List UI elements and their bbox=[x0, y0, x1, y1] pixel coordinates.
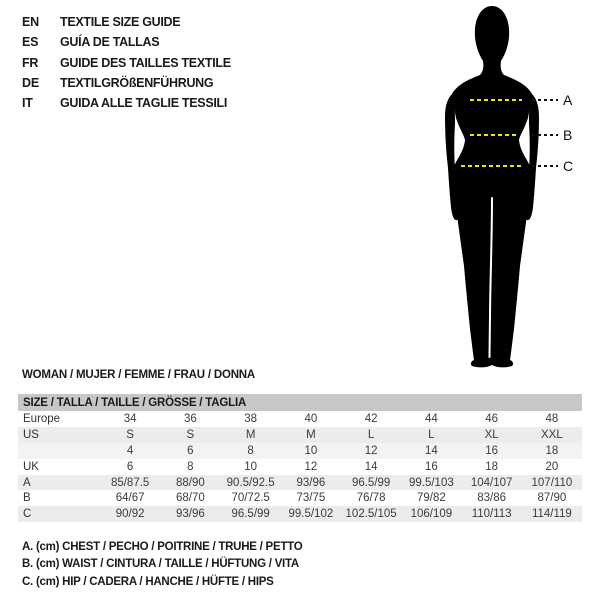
size-cell: L bbox=[428, 428, 435, 441]
size-cell: 79/82 bbox=[416, 492, 446, 505]
size-table bbox=[18, 394, 582, 522]
size-cell: 40 bbox=[304, 412, 318, 425]
size-cell: L bbox=[367, 428, 375, 441]
size-cell: 93/96 bbox=[175, 508, 205, 521]
woman-silhouette-image bbox=[420, 4, 580, 372]
table-row-us-letter bbox=[18, 427, 582, 443]
size-cell: 76/78 bbox=[356, 492, 386, 505]
row-label: Europe bbox=[23, 412, 61, 425]
size-cell: 83/86 bbox=[477, 492, 507, 505]
row-label: B bbox=[23, 492, 31, 505]
chest-pointer-line bbox=[532, 99, 558, 101]
size-cell: 87/90 bbox=[537, 492, 567, 505]
size-cell: 99.5/103 bbox=[408, 476, 454, 489]
size-cell: 102.5/105 bbox=[345, 508, 397, 521]
size-cell: 68/70 bbox=[175, 492, 205, 505]
lang-code: EN bbox=[22, 15, 39, 30]
hip-dash-line bbox=[461, 165, 522, 167]
size-cell: 110/113 bbox=[471, 508, 512, 521]
size-cell: 90.5/92.5 bbox=[226, 476, 275, 489]
measurement-legend bbox=[22, 541, 302, 593]
table-row-chest-a bbox=[18, 475, 582, 491]
size-cell: 88/90 bbox=[175, 476, 205, 489]
size-cell: 10 bbox=[244, 460, 258, 473]
size-cell: 14 bbox=[424, 444, 438, 457]
row-label: C bbox=[23, 508, 32, 521]
size-cell: 93/96 bbox=[296, 476, 326, 489]
table-row-uk bbox=[18, 459, 582, 475]
size-cell: 46 bbox=[485, 412, 499, 425]
size-cell: 38 bbox=[244, 412, 258, 425]
size-table-header: SIZE / TALLA / TAILLE / GRÖSSE / TAGLIA bbox=[18, 394, 582, 411]
lang-label: GUIDA ALLE TAGLIE TESSILI bbox=[60, 96, 228, 111]
waist-dash-line bbox=[470, 134, 517, 136]
lang-code: DE bbox=[22, 76, 39, 91]
lang-code: ES bbox=[22, 35, 39, 50]
size-cell: 12 bbox=[364, 444, 378, 457]
size-cell: M bbox=[306, 428, 316, 441]
size-cell: 85/87.5 bbox=[110, 476, 150, 489]
size-cell: 96.5/99 bbox=[231, 508, 270, 521]
size-cell: M bbox=[245, 428, 256, 441]
size-cell: S bbox=[126, 428, 134, 441]
size-cell: 4 bbox=[126, 444, 134, 457]
size-cell: S bbox=[186, 428, 195, 441]
table-row-us-numeric bbox=[18, 443, 582, 459]
size-cell: XXL bbox=[541, 428, 563, 441]
size-cell: 16 bbox=[485, 444, 499, 457]
legend-chest: A. (cm) CHEST / PECHO / POITRINE / TRUHE / PETTO bbox=[22, 541, 303, 553]
table-row-europe bbox=[18, 411, 582, 427]
size-cell: 16 bbox=[424, 460, 438, 473]
lang-label: GUIDE DES TAILLES TEXTILE bbox=[60, 55, 231, 70]
table-row-hip-c bbox=[18, 506, 582, 522]
legend-hip: C. (cm) HIP / CADERA / HANCHE / HÜFTE / HIPS bbox=[22, 575, 274, 588]
size-cell: 114/119 bbox=[531, 508, 572, 521]
size-cell: 18 bbox=[545, 444, 559, 457]
size-cell: 44 bbox=[424, 412, 438, 425]
row-label: US bbox=[23, 428, 39, 441]
size-cell: XL bbox=[484, 428, 499, 441]
hip-pointer-line bbox=[532, 165, 558, 167]
row-label: UK bbox=[23, 460, 39, 473]
size-cell: 48 bbox=[545, 412, 559, 425]
size-cell: 96.5/99 bbox=[351, 476, 391, 489]
marker-label-c: C bbox=[563, 158, 574, 174]
size-cell: 104/107 bbox=[470, 476, 513, 489]
size-cell: 70/72.5 bbox=[231, 492, 270, 505]
row-label: A bbox=[23, 476, 31, 489]
lang-label: GUÍA DE TALLAS bbox=[60, 35, 160, 50]
lang-code: FR bbox=[22, 55, 39, 70]
lang-label: TEXTILE SIZE GUIDE bbox=[60, 15, 181, 30]
size-cell: 8 bbox=[247, 444, 254, 457]
size-cell: 42 bbox=[364, 412, 378, 425]
size-cell: 6 bbox=[126, 460, 134, 473]
marker-label-b: B bbox=[563, 127, 573, 143]
table-row-waist-b bbox=[18, 490, 582, 506]
chest-dash-line bbox=[470, 99, 522, 101]
lang-label: TEXTILGRÖßENFÜHRUNG bbox=[60, 76, 214, 91]
size-cell: 36 bbox=[183, 412, 197, 425]
size-cell: 18 bbox=[485, 460, 499, 473]
size-cell: 107/110 bbox=[531, 476, 573, 489]
size-cell: 12 bbox=[304, 460, 318, 473]
legend-waist: B. (cm) WAIST / CINTURA / TAILLE / HÜFTUNG / VITA bbox=[22, 558, 299, 571]
waist-pointer-line bbox=[532, 134, 558, 136]
size-cell: 14 bbox=[364, 460, 378, 473]
size-cell: 10 bbox=[304, 444, 318, 457]
marker-label-a: A bbox=[563, 92, 573, 108]
size-cell: 73/75 bbox=[296, 492, 326, 505]
size-cell: 64/67 bbox=[115, 492, 145, 505]
size-cell: 34 bbox=[123, 412, 137, 425]
size-cell: 106/109 bbox=[410, 508, 453, 521]
size-cell: 8 bbox=[187, 460, 194, 473]
size-cell: 90/92 bbox=[115, 508, 145, 521]
size-cell: 20 bbox=[545, 460, 559, 473]
lang-code: IT bbox=[22, 96, 33, 111]
size-cell: 99.5/102 bbox=[288, 508, 334, 521]
section-title-woman: WOMAN / MUJER / FEMME / FRAU / DONNA bbox=[22, 369, 256, 381]
size-cell: 6 bbox=[187, 444, 194, 457]
